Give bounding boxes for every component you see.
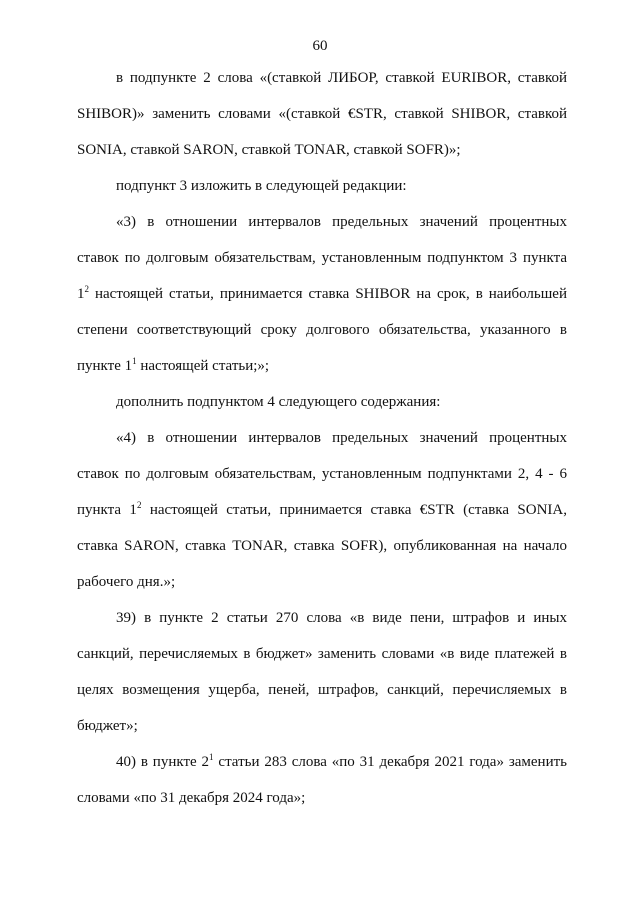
paragraph-subitem-3-text <box>77 204 567 384</box>
text-segment: дополнить подпунктом 4 следующего содержания: <box>116 394 441 410</box>
text-segment: подпункт 3 изложить в следующей редакции: <box>116 178 407 194</box>
paragraph-subitem-4-intro <box>77 384 567 420</box>
text-segment: статьи 283 слова «по 31 декабря 2021 года» заменить словами «по 31 декабря 2024 года»; <box>77 754 568 806</box>
text-segment: настоящей статьи, принимается ставка €STR (ставка SONIA, ставка SARON, ставка TONAR, ставка SOFR), опубликованная на начало рабочего дня.»; <box>77 502 567 590</box>
paragraph-item-39 <box>77 600 567 744</box>
paragraph-subitem-4-text <box>77 420 567 600</box>
page-number: 60 <box>312 38 328 54</box>
document-body <box>77 60 567 816</box>
text-segment: в подпункте 2 слова «(ставкой ЛИБОР, ставкой EURIBOR, ставкой SHIBOR)» заменить словами «(ставкой €STR, ставкой SHIBOR, ставкой SONIA, ставкой SARON, ставкой TONAR, ставкой SOFR)»; <box>77 70 567 158</box>
text-segment: «3) в отношении интервалов предельных значений процентных ставок по долговым обязательствам, установленным подпунктом 3 пункта 1 <box>77 214 567 302</box>
text-segment: «4) в отношении интервалов предельных значений процентных ставок по долговым обязательствам, установленным подпунктами 2, 4 - 6 пункта 1 <box>77 430 567 518</box>
superscript: 2 <box>136 500 142 510</box>
paragraph-subitem-2-amendment <box>77 60 567 168</box>
text-segment: настоящей статьи;»; <box>136 358 270 374</box>
superscript: 1 <box>132 356 137 366</box>
text-segment: 39) в пункте 2 статьи 270 слова «в виде пени, штрафов и иных санкций, перечисляемых в бюджет» заменить словами «в виде платежей в целях возмещения ущерба, пеней, штрафов, санкций, перечисляемых в бюджет»; <box>77 610 567 734</box>
superscript: 1 <box>209 752 214 762</box>
text-segment: 40) в пункте 2 <box>116 754 210 770</box>
paragraph-item-40 <box>77 744 567 816</box>
text-segment: настоящей статьи, принимается ставка SHIBOR на срок, в наибольшей степени соответствующий сроку долгового обязательства, указанного в пункте 1 <box>77 286 567 374</box>
superscript: 2 <box>84 284 89 294</box>
paragraph-subitem-3-intro <box>77 168 567 204</box>
